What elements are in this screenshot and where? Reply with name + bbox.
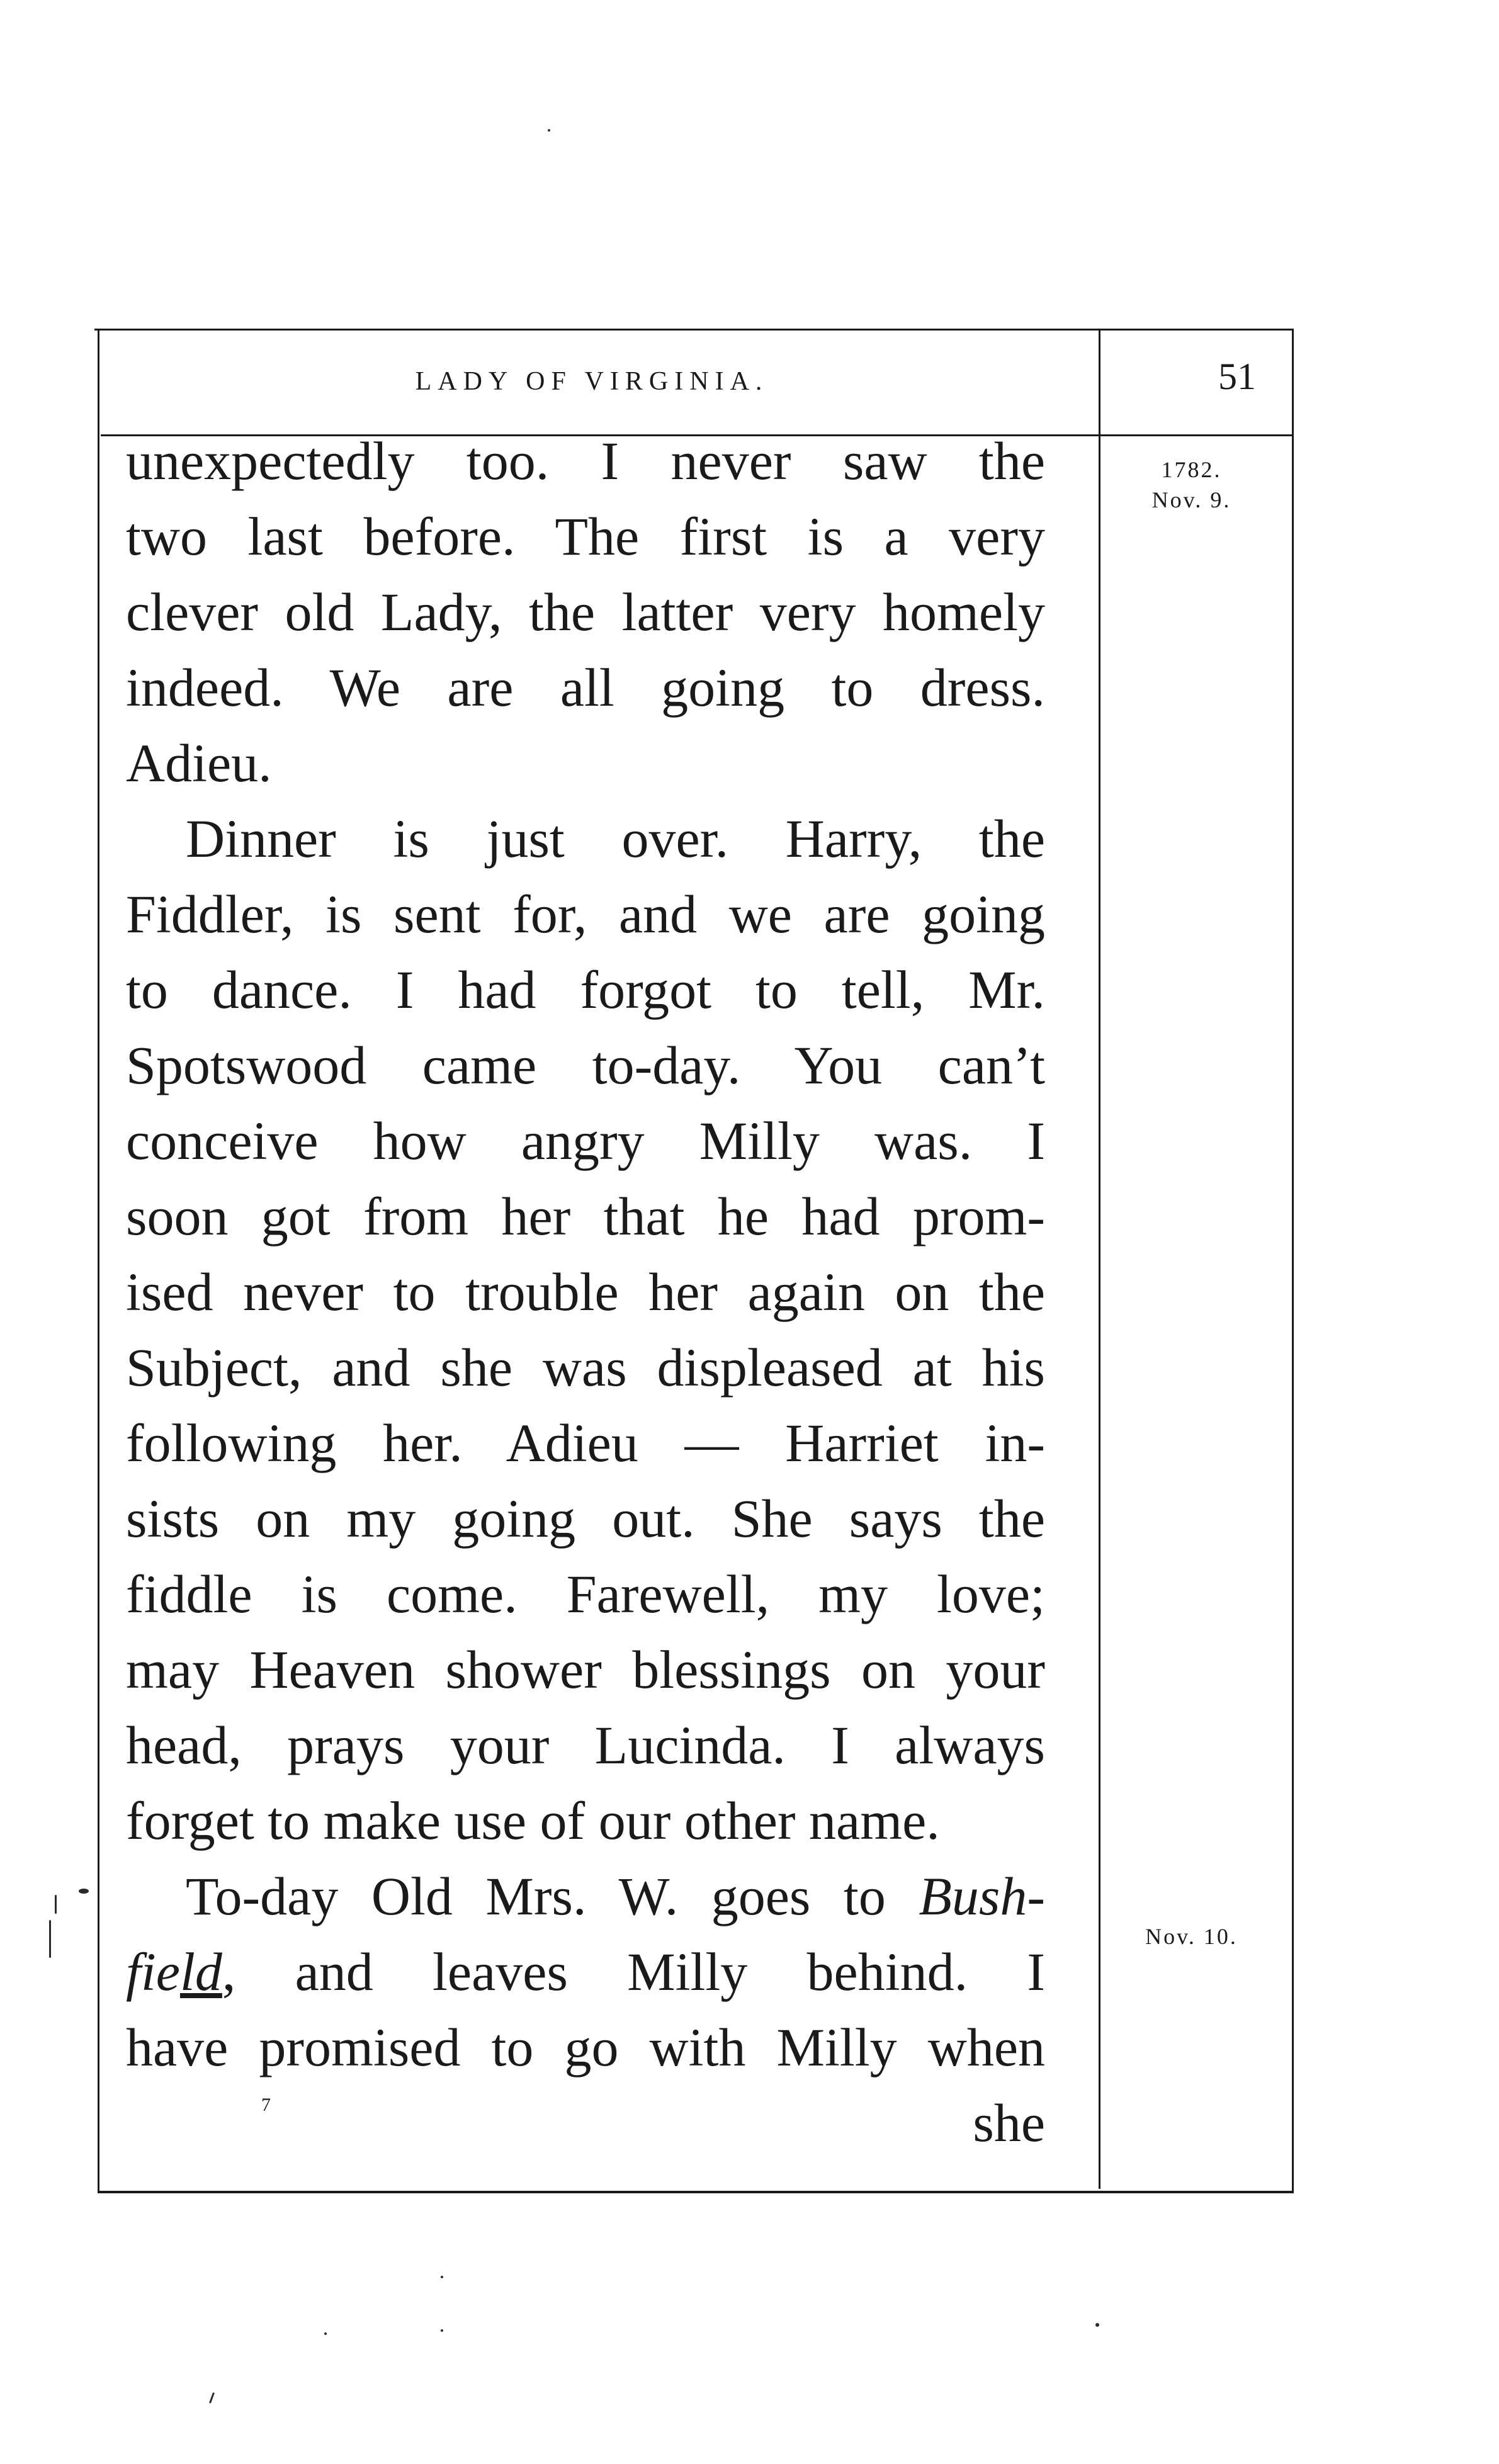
- body-line-13: Subject, and she was displeased at his: [126, 1337, 1045, 1398]
- body-line-10: conceive how angry Milly was. I: [126, 1110, 1045, 1171]
- body-line-17: may Heaven shower blessings on your: [126, 1639, 1045, 1700]
- speck-mark: [441, 2329, 443, 2332]
- right-rule: [1292, 329, 1294, 2193]
- page-number: 51: [1218, 356, 1256, 397]
- body-line-20: [186, 1858, 1045, 1934]
- margin-note-year: [1089, 455, 1294, 515]
- body-line-15: sists on my going out. She says the: [126, 1488, 1045, 1549]
- body-line-19: forget to make use of our other name.: [126, 1790, 940, 1851]
- speck-mark: [79, 1889, 89, 1894]
- body-line-18: head, prays your Lucinda. I always: [126, 1715, 1045, 1775]
- bottom-rule: [98, 2191, 1294, 2193]
- margin-note-date-1: Nov. 9.: [1151, 487, 1231, 512]
- body-line-3: clever old Lady, the latter very homely: [126, 582, 1045, 642]
- place-name-bushfield-underlined: ld: [179, 1941, 222, 2002]
- left-rule: [98, 329, 99, 2193]
- body-line-12: ised never to trouble her again on the: [126, 1262, 1045, 1322]
- place-name-bushfield-part2: fie: [126, 1941, 180, 2002]
- speck-mark: [209, 2392, 215, 2404]
- place-name-bushfield-part1: Bush-: [919, 1866, 1045, 1926]
- page-frame: [94, 329, 1294, 2193]
- body-line-22: have promised to go with Milly when: [126, 2017, 1045, 2077]
- body-line-21: [126, 1934, 1045, 2009]
- speck-mark: [49, 1920, 51, 1958]
- speck-mark: [548, 129, 550, 132]
- body-line-21-comma: ,: [222, 1941, 236, 2002]
- top-rule: [94, 329, 1294, 331]
- body-line-14: following her. Adieu — Harriet in-: [126, 1413, 1045, 1473]
- body-line-9: Spotswood came to-day. You can’t: [126, 1035, 1045, 1095]
- speck-mark: [324, 2332, 327, 2335]
- body-line-1: unexpectedly too. I never saw the: [126, 431, 1045, 491]
- body-line-11: soon got from her that he had prom-: [126, 1186, 1045, 1246]
- margin-note-date-2: Nov. 10.: [1145, 1924, 1238, 1949]
- running-title: LADY OF VIRGINIA.: [415, 367, 769, 396]
- margin-column-rule: [1099, 329, 1100, 2189]
- body-line-21-rest: and leaves Milly behind. I: [235, 1941, 1045, 2002]
- speck-mark: [55, 1895, 57, 1914]
- speck-mark: [1095, 2323, 1099, 2327]
- signature-mark: 7: [261, 2094, 271, 2115]
- body-line-8: to dance. I had forgot to tell, Mr.: [126, 959, 1045, 1020]
- body-line-20-text: To-day Old Mrs. W. goes to: [186, 1866, 919, 1926]
- body-line-6: Dinner is just over. Harry, the: [186, 808, 1045, 869]
- body-line-7: Fiddler, is sent for, and we are going: [126, 884, 1045, 944]
- body-line-16: fiddle is come. Farewell, my love;: [126, 1564, 1045, 1624]
- catchword: she: [973, 2093, 1045, 2153]
- body-line-2: two last before. The first is a very: [126, 506, 1045, 567]
- body-line-4: indeed. We are all going to dress.: [126, 657, 1045, 718]
- speck-mark: [441, 2276, 443, 2278]
- margin-note-year-text: 1782.: [1161, 457, 1222, 482]
- body-line-5: Adieu.: [126, 733, 272, 793]
